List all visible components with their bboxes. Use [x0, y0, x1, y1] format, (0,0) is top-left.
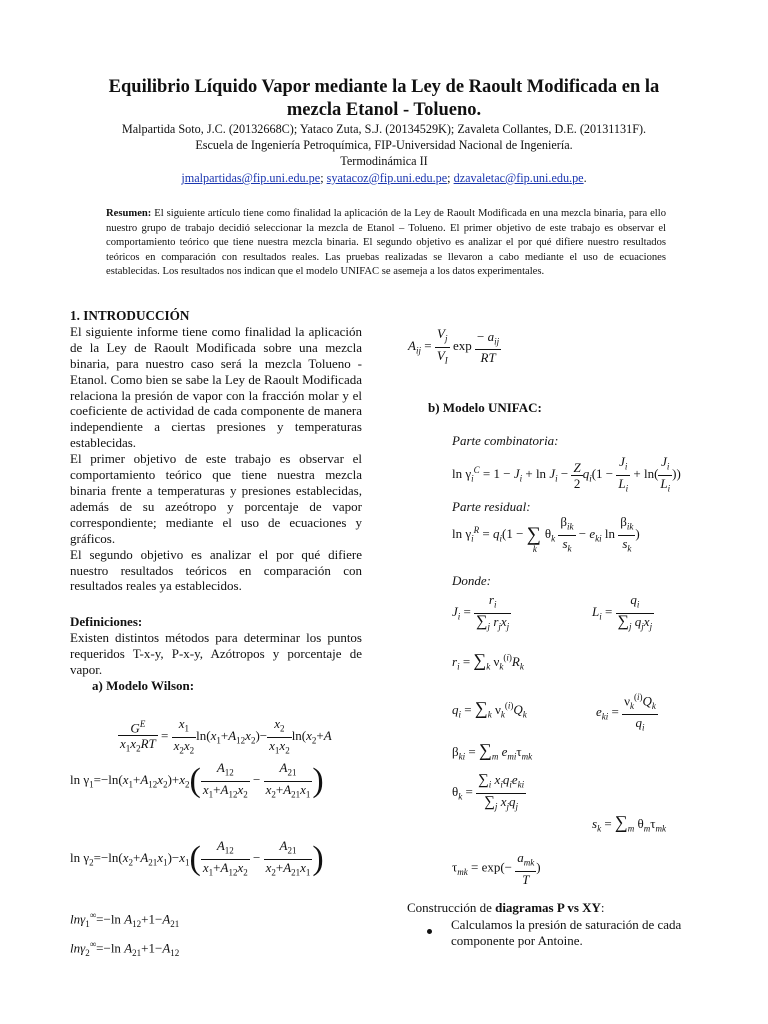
- combinatoria-label: Parte combinatoria:: [452, 433, 559, 448]
- email-link-2[interactable]: syatacoz@fip.uni.edu.pe: [326, 171, 448, 185]
- wilson-ln-gamma1: $\ln \gamma_1=-\ln(x_1+A_{12}x_2)+x_2$( $\frac{A_{12}}{x_1+A_{12}x_2}$ − $\frac{A_{21}}{x_2+A_{21}x_1}$ ): [70, 760, 324, 800]
- theta-equation: $\theta_k$ = $\frac{\sum_i x_iq_ie_{ki}}{\sum_j x_jq_j}$: [452, 772, 525, 812]
- abstract-label: Resumen:: [106, 208, 152, 219]
- email-end: .: [583, 171, 587, 185]
- title-line-1: Equilibrio Líquido Vapor mediante la Ley de Raoult Modificada en la: [108, 77, 660, 97]
- unifac-heading: b) Modelo UNIFAC:: [428, 400, 542, 415]
- eki-equation: $e_{ki}$ = $\frac{\nu_k^{(i)}Q_k}{q_i}$: [596, 692, 656, 733]
- unifac-residual-equation: $\ln \gamma_i^R = q_i(1 - \sum_k\theta_k$ $\frac{\beta_{ik}}{s_k}$ − $e_{ki}$ ln $\frac{\beta_{ik}}{s_k}$ ): [452, 514, 640, 554]
- email-list: [40, 171, 728, 186]
- wilson-heading: a) Modelo Wilson:: [92, 677, 195, 693]
- intro-heading: 1. INTRODUCCIÓN: [70, 308, 190, 323]
- wilson-infinite-dilution: lnγ$_1$∞=−ln $A_{12}+1-A_{21}$ lnγ$_2$∞=−ln $A_{21}+1-A_{12}$: [70, 910, 180, 958]
- left-column: [70, 308, 362, 694]
- construction-bold: diagramas P vs XY: [495, 900, 601, 915]
- wilson-ln-gamma2: $\ln \gamma_2=-\ln(x_2+A_{21}x_1)-x_1$( $\frac{A_{12}}{x_1+A_{12}x_2}$ − $\frac{A_{21}}{x_2+A_{21}x_1}$ ): [70, 838, 324, 878]
- intro-paragraph-3: El segundo objetivo es analizar el por qué difiere nuestro resultados teóricos en comparación con resultados reales ya establecidos.: [70, 546, 362, 594]
- email-sep-1: ;: [320, 171, 327, 185]
- aij-equation: $A_{ij}$ = $\frac{V_j}{V_I}$ exp $\frac{- a_{ij}}{RT}$: [408, 326, 500, 366]
- authors: Malpartida Soto, J.C. (20132668C); Yataco Zuta, S.J. (20134529K); Zavaleta Collantes, D.E. (20131131F).: [121, 122, 647, 136]
- definitions-text: Existen distintos métodos para determinar los puntos requeridos T-x-y, P-x-y, Azótropos y porcentaje de vapor.: [70, 630, 362, 678]
- paper-title: [40, 76, 728, 122]
- abstract-text: El siguiente artículo tiene como finalidad la aplicación de la Ley de Raoult Modificada en una mezcla binaria, para ello nuestro grupo de trabajo decidió seleccionar la mezcla de Etanol – Tolueno. El primer objetivo de este trabajo es observar el comportamiento teórico que tiene nuestra mezcla binaria. El segundo objetivo es analizar el por qué difiere nuestro resultados teóricos en comparación con resultados reales. Las pruebas realizadas se llevaron a cabo mediante el uso de ecuaciones establecidas. Los resultados nos indican que el modelo UNIFAC se asemeja a los datos experimentales.: [106, 208, 666, 278]
- wilson-ge-equation: $\frac{G^E}{x_1x_2RT}$ = $\frac{x_1}{x_2x_2}$ $\ln(x_1+A_{12}x_2)-$ $\frac{x_2}{x_1x_2}$ $\ln(x_2+A$: [120, 716, 332, 756]
- list-item: [407, 917, 727, 949]
- affiliation: Escuela de Ingeniería Petroquímica, FIP-Universidad Nacional de Ingeniería.: [195, 138, 573, 152]
- email-sep-2: ;: [447, 171, 454, 185]
- intro-paragraph-1: El siguiente informe tiene como finalidad la aplicación de la Ley de Raoult Modificada sobre una mezcla binaria, para nuestro caso será la mezcla Tolueno - Etanol. Como bien se sabe la Ley de Raoult Modificada relaciona la presión de vapor con la fracción molar y el coeficiente de actividad de cada componente de manera independiente a ciertas presiones y temperaturas establecidas.: [70, 323, 362, 451]
- bullet-text: Calculamos la presión de saturación de cada componente por Antoine.: [451, 916, 682, 948]
- email-link-1[interactable]: jmalpartidas@fip.uni.edu.pe: [181, 171, 321, 185]
- course: Termodinámica II: [340, 154, 428, 168]
- construction-prefix: Construcción de: [407, 900, 496, 915]
- intro-paragraph-2: El primer objetivo de este trabajo es observar el comportamiento teórico que tiene nuestra mezcla binaria frente a temperaturas y presiones establecidas, además de su azeótropo y porcentaje de vapor correspondiente; mediante el uso de ecuaciones y gráficos.: [70, 451, 362, 546]
- construction-colon: :: [600, 900, 605, 915]
- beta-equation: $\beta_{ki} = \sum_m$ $e_{mi}\tau_{mk}$: [452, 740, 533, 762]
- sk-equation: $s_k = \sum_m$ $\theta_m\tau_{mk}$: [592, 812, 666, 834]
- email-link-3[interactable]: dzavaletac@fip.uni.edu.pe: [453, 171, 584, 185]
- bullet-icon: [427, 929, 432, 934]
- qi-equation: $q_i = \sum_k$ $\nu_k^{(i)}Q_k$: [452, 698, 527, 720]
- residual-label: Parte residual:: [452, 499, 531, 514]
- ji-equation: $J_i$ = $\frac{r_i}{\sum_j r_jx_j}$: [452, 592, 510, 632]
- tau-equation: $\tau_{mk} = \exp(-$ $\frac{a_{mk}}{T}$ ): [452, 850, 541, 887]
- title-line-2: mezcla Etanol - Tolueno.: [286, 100, 482, 120]
- ri-equation: $r_i = \sum_k$ $\nu_k^{(i)}R_k$: [452, 650, 524, 672]
- abstract: [106, 207, 666, 280]
- donde-label: Donde:: [452, 573, 491, 588]
- construction-section: [407, 900, 727, 949]
- li-equation: $L_i$ = $\frac{q_i}{\sum_j q_jx_j}$: [592, 592, 653, 632]
- definitions-heading: Definiciones:: [70, 614, 143, 630]
- unifac-combinatorial-equation: $\ln \gamma_i^C = 1 - J_i + \ln J_i$ − $\frac{Z}{2}$ $q_i(1$ − $\frac{J_i}{L_i}$ + ln( $\frac{J_i}{L_i}$ )): [452, 454, 681, 494]
